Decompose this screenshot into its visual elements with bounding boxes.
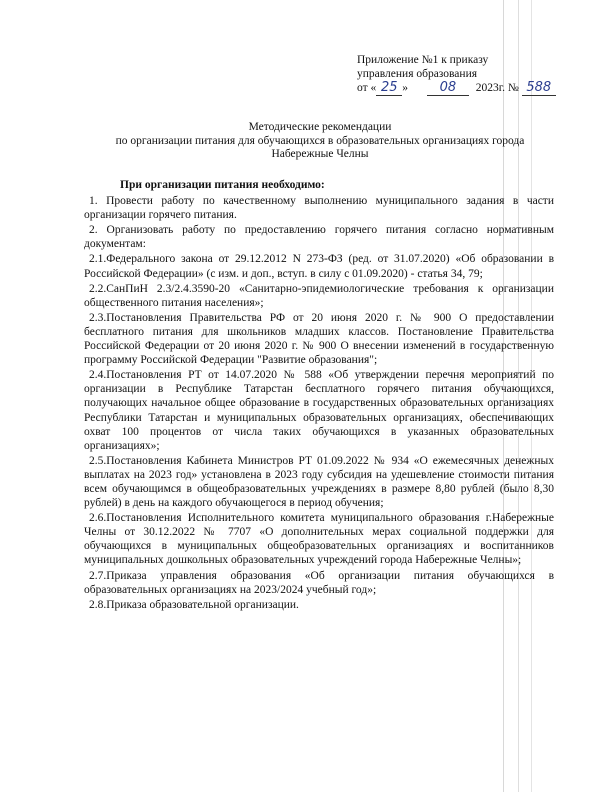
handwritten-number: 588 [522, 81, 556, 96]
date-year: 2023г. № [475, 82, 519, 94]
document-title [70, 121, 570, 162]
paragraph-2-2: 2.2.СанПиН 2.3/2.4.3590-20 «Санитарно-эпидемиологические требования к организации общественного питания населения»; [84, 282, 554, 309]
handwritten-month: 08 [427, 81, 469, 96]
lead-heading: При организации питания необходимо: [120, 179, 325, 191]
appendix-header [357, 53, 552, 96]
paragraph-1: 1. Провести работу по качественному выполнению муниципального задания в части организации горячего питания. [84, 195, 554, 222]
appendix-date-line [357, 80, 552, 96]
paragraph-2-3: 2.3.Постановления Правительства РФ от 20 июня 2020 г. № 900 О предоставлении бесплатного питания для школьников младших классов. Постановление Правительства Российской Федерации от 20 июня 2020 г. № 900 О внесении изменений в государственную программу Российской Федерации "Развитие образования"; [84, 311, 554, 367]
title-line-1: Методические рекомендации [248, 121, 392, 133]
appendix-line-1: Приложение №1 к приказу [357, 54, 489, 66]
title-line-3: Набережные Челны [271, 148, 369, 160]
title-line-2: по организации питания для обучающихся в образовательных организациях города [115, 134, 525, 147]
document-body [84, 178, 554, 613]
date-prefix: от « [357, 82, 377, 94]
paragraph-2-4: 2.4.Постановления РТ от 14.07.2020 № 588 «Об утверждении перечня мероприятий по организации в Республике Татарстан бесплатного горячего питания обучающихся, получающих начальное общее образование в государственных образовательных организациях Республики Татарстан и муниципальных образовательных организациях, обеспечивающих охват 100 процентов от числа таких обучающихся в указанных образовательных организациях»; [84, 369, 554, 452]
paragraph-2: 2. Организовать работу по предоставлению горячего питания согласно нормативным документам: [84, 224, 554, 251]
appendix-line-2: управления образования [357, 68, 478, 80]
date-sep: » [402, 82, 408, 94]
paragraph-2-1: 2.1.Федерального закона от 29.12.2012 N 273-ФЗ (ред. от 31.07.2020) «Об образовании в Российской Федерации» (с изм. и доп., вступ. в силу с 01.09.2020) - статья 34, 79; [84, 253, 554, 280]
paragraph-2-8: 2.8.Приказа образовательной организации. [89, 598, 299, 611]
paragraph-2-7: 2.7.Приказа управления образования «Об организации питания обучающихся в образовательных организациях на 2023/2024 учебный год»; [84, 569, 554, 596]
paragraph-2-6: 2.6.Постановления Исполнительного комитета муниципального образования г.Набережные Челны от 30.12.2022 № 7707 «О дополнительных мерах социальной поддержки для обучающихся в муниципальных общеобразовательных организациях и воспитанников муниципальных дошкольных образовательных учреждений города Набережные Челны»; [84, 512, 554, 567]
paragraph-2-5: 2.5.Постановления Кабинета Министров РТ 01.09.2022 № 934 «О ежемесячных денежных выплатах на 2023 год» установлена в 2023 году субсидия на удешевление стоимости питания всем обучающимся в общеобразовательных учреждениях в размере 8,80 рублей (было 8,30 рублей) в день на каждого обучающегося в период обучения; [84, 454, 554, 510]
handwritten-day: 25 [376, 81, 402, 96]
